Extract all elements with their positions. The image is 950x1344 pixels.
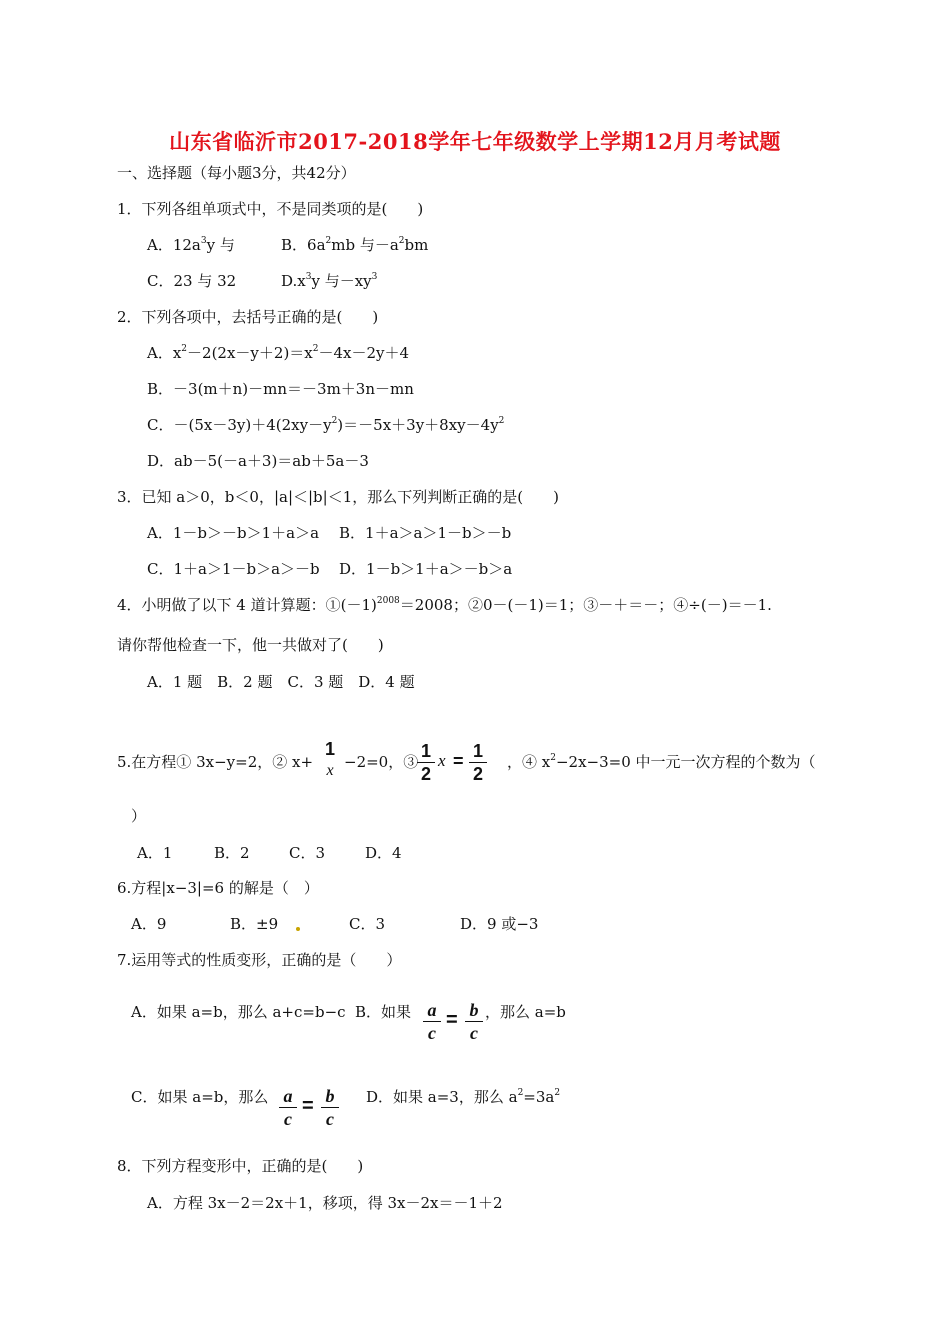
question-2-option-b: B．－3(m＋n)－mn＝－3m＋3n－mn bbox=[147, 380, 414, 398]
question-1-option-c: C．23 与 32 bbox=[147, 272, 237, 290]
variable-x: x bbox=[438, 751, 446, 770]
question-6-option-a: A．9 bbox=[131, 915, 167, 933]
page-title: 山东省临沂市2017-2018学年七年级数学上学期12月月考试题 bbox=[169, 129, 781, 154]
fraction-one-over-x: 1 x bbox=[324, 739, 335, 779]
question-6-stem: 6.方程|x−3|=6 的解是（ ） bbox=[117, 879, 319, 897]
question-5-stem-mid: −2=0，③ bbox=[344, 753, 419, 771]
question-2-stem: 2．下列各项中，去括号正确的是( ) bbox=[117, 308, 379, 326]
stray-dot bbox=[296, 927, 300, 931]
equals-sign: = bbox=[302, 1095, 314, 1117]
question-7-option-c-text: C．如果 a=b，那么 bbox=[131, 1088, 269, 1106]
question-5-close-paren: ） bbox=[131, 807, 147, 825]
equals-sign: = bbox=[446, 1009, 458, 1031]
fraction-b-over-c-b: b c bbox=[465, 999, 483, 1044]
question-5-option-b: B．2 bbox=[214, 844, 250, 862]
question-2-option-d: D．ab－5(－a＋3)＝ab＋5a－3 bbox=[147, 452, 369, 470]
fraction-one-half-right: 1 2 bbox=[469, 740, 487, 785]
question-6-option-c: C．3 bbox=[349, 915, 386, 933]
question-3-option-a: A．1－b＞－b＞1＋a＞a bbox=[147, 524, 320, 542]
section-heading: 一、选择题（每小题3分，共42分） bbox=[117, 164, 356, 182]
question-5-stem-start: 5.在方程① 3x−y=2，② x+ bbox=[117, 753, 314, 771]
question-1-stem: 1．下列各组单项式中，不是同类项的是( ) bbox=[117, 200, 424, 218]
question-5-stem-end: ，④ $x^2-2x-3=0$ 中一元一次方程的个数为（ bbox=[507, 753, 816, 771]
fraction-one-half-left: 1 2 bbox=[417, 740, 435, 785]
question-7-option-d: D．如果 a=3，那么 $a^2=3a^2$ bbox=[366, 1088, 561, 1106]
fraction-a-over-c-c: a c bbox=[279, 1085, 297, 1130]
question-5-option-a: A．1 bbox=[137, 844, 173, 862]
question-6-option-d: D．9 或−3 bbox=[460, 915, 539, 933]
fraction-a-over-c-b: a c bbox=[423, 999, 441, 1044]
question-2-option-a: A．$x^2-2(2x-y+2)=x^2-4x-2y+4$ bbox=[147, 344, 410, 362]
question-1-option-b: B．$6a^2mb$ 与$-a^2bm$ bbox=[281, 236, 429, 254]
question-3-option-b: B．1＋a＞a＞1－b＞－b bbox=[339, 524, 512, 542]
question-1-option-a: A．$12a^3y$ 与 bbox=[147, 236, 235, 254]
question-8-option-a: A．方程 3x－2＝2x＋1，移项，得 3x－2x＝－1＋2 bbox=[147, 1194, 503, 1212]
question-3-stem: 3．已知 a＞0，b＜0，|a|＜|b|＜1，那么下列判断正确的是( ) bbox=[117, 488, 559, 506]
question-6-option-b: B．±9 bbox=[230, 915, 279, 933]
question-5-option-d: D．4 bbox=[365, 844, 402, 862]
question-7-option-b-result: ，那么 a=b bbox=[485, 1003, 566, 1021]
question-4-stem-line-2: 请你帮他检查一下，他一共做对了( ) bbox=[117, 636, 384, 654]
question-8-stem: 8．下列方程变形中，正确的是( ) bbox=[117, 1157, 364, 1175]
fraction-b-over-c-c: b c bbox=[321, 1085, 339, 1130]
question-4-stem: 4．小明做了以下 4 道计算题：$①(-1)^{2008}=2008$；②0－(－1)＝1；③－＋＝－；④÷(－)＝－1. bbox=[117, 596, 772, 614]
question-3-option-c: C．1＋a＞1－b＞a＞－b bbox=[147, 560, 320, 578]
question-1-option-d: $D.x^3y$ 与$-xy^3$ bbox=[281, 272, 378, 290]
question-7-stem: 7.运用等式的性质变形，正确的是（ ） bbox=[117, 951, 402, 969]
question-3-option-d: D．1－b＞1＋a＞－b＞a bbox=[339, 560, 513, 578]
question-5-option-c: C．3 bbox=[289, 844, 326, 862]
question-4-options: A．1 题 B．2 题 C．3 题 D．4 题 bbox=[147, 673, 415, 691]
question-2-option-c: C．$-(5x-3y)+4(2xy-y^2)=-5x+3y+8xy-4y^2$ bbox=[147, 416, 505, 434]
equals-sign: = bbox=[453, 751, 464, 771]
question-7-option-b-text: B．如果 bbox=[355, 1003, 412, 1021]
question-7-option-a: A．如果 a=b，那么 a+c=b−c bbox=[131, 1003, 346, 1021]
